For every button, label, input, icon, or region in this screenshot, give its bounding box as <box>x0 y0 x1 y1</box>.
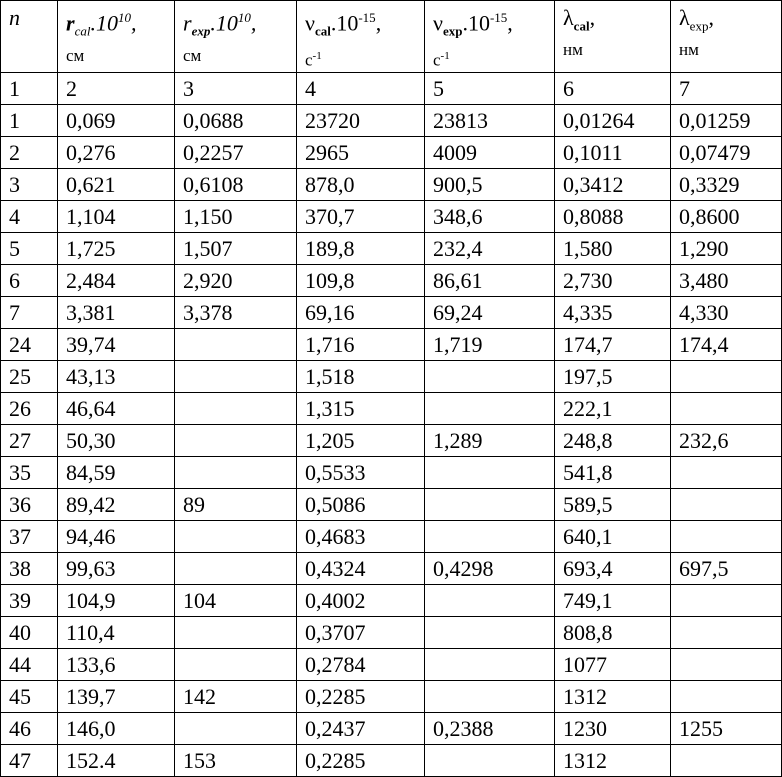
table-cell: 0,3412 <box>555 169 671 201</box>
table-cell: 24 <box>1 329 58 361</box>
table-row <box>1 201 782 233</box>
table-cell: 1,507 <box>175 233 297 265</box>
table-cell: 37 <box>1 521 58 553</box>
table-cell: 589,5 <box>555 489 671 521</box>
table-row <box>1 649 782 681</box>
table-cell <box>175 425 297 457</box>
table-cell: 2,484 <box>58 265 175 297</box>
table-cell: 1255 <box>671 713 782 745</box>
table-cell <box>175 553 297 585</box>
column-number-row <box>1 73 782 105</box>
table-cell: 69,16 <box>297 297 425 329</box>
table-cell: 749,1 <box>555 585 671 617</box>
table-cell: 248,8 <box>555 425 671 457</box>
table-cell: 25 <box>1 361 58 393</box>
table-cell: 40 <box>1 617 58 649</box>
table-cell <box>175 361 297 393</box>
table-cell: 0,4298 <box>425 553 555 585</box>
table-row <box>1 585 782 617</box>
table-cell <box>175 649 297 681</box>
table-cell <box>425 681 555 713</box>
table-cell: 27 <box>1 425 58 457</box>
header-lambda-exp: $\lambda_{exp}$, нм <box>671 1 782 73</box>
table-cell: 43,13 <box>58 361 175 393</box>
table-cell <box>671 521 782 553</box>
table-cell <box>671 393 782 425</box>
table-cell: 541,8 <box>555 457 671 489</box>
table-cell: 0,01259 <box>671 105 782 137</box>
column-number-cell: 7 <box>671 73 782 105</box>
table-cell: 1230 <box>555 713 671 745</box>
table-cell <box>175 617 297 649</box>
table-cell: 0,6108 <box>175 169 297 201</box>
header-r-cal: $r_{cal}.10^{10}$, см <box>58 1 175 73</box>
table-cell: 1,205 <box>297 425 425 457</box>
table-row <box>1 553 782 585</box>
table-cell: 44 <box>1 649 58 681</box>
table-cell: 39 <box>1 585 58 617</box>
table-cell: 0,2388 <box>425 713 555 745</box>
header-n <box>1 1 58 73</box>
table-cell: 174,4 <box>671 329 782 361</box>
table-cell: 5 <box>1 233 58 265</box>
table-cell <box>425 617 555 649</box>
table-cell: 1312 <box>555 681 671 713</box>
table-row <box>1 233 782 265</box>
table-cell: 0,3707 <box>297 617 425 649</box>
table-cell: 47 <box>1 745 58 777</box>
table-cell: 4 <box>1 201 58 233</box>
table-cell <box>425 393 555 425</box>
table-cell: 0,2437 <box>297 713 425 745</box>
table-cell: 46,64 <box>58 393 175 425</box>
header-nu-cal-unit: с <box>305 50 313 70</box>
table-cell: 1,104 <box>58 201 175 233</box>
table-cell: 0,5086 <box>297 489 425 521</box>
table-cell: 1,518 <box>297 361 425 393</box>
table-cell <box>671 745 782 777</box>
table-cell: 35 <box>1 457 58 489</box>
table-cell: 23813 <box>425 105 555 137</box>
table-cell <box>425 649 555 681</box>
table-row <box>1 713 782 745</box>
table-cell: 2 <box>1 137 58 169</box>
table-cell <box>671 649 782 681</box>
table-cell <box>175 457 297 489</box>
table-cell: 50,30 <box>58 425 175 457</box>
header-r-cal-unit: см <box>66 45 85 65</box>
table-cell: 0,0688 <box>175 105 297 137</box>
table-row <box>1 297 782 329</box>
header-lambda-cal-unit: нм <box>563 40 583 60</box>
column-number-cell: 6 <box>555 73 671 105</box>
table-cell: 69,24 <box>425 297 555 329</box>
table-cell: 0,4324 <box>297 553 425 585</box>
header-nu-exp-unit: с <box>433 50 441 70</box>
table-cell: 152.4 <box>58 745 175 777</box>
table-cell: 4,335 <box>555 297 671 329</box>
table-row <box>1 361 782 393</box>
table-cell <box>425 457 555 489</box>
header-nu-exp: $\nu_{exp}.10^{-15}$, $с^{-1}$ <box>425 1 555 73</box>
table-cell: 693,4 <box>555 553 671 585</box>
column-number-cell: 4 <box>297 73 425 105</box>
table-cell: 222,1 <box>555 393 671 425</box>
table-cell: 197,5 <box>555 361 671 393</box>
table-cell: 7 <box>1 297 58 329</box>
table-cell: 86,61 <box>425 265 555 297</box>
table-cell: 0,2257 <box>175 137 297 169</box>
table-cell: 2,730 <box>555 265 671 297</box>
table-cell: 139,7 <box>58 681 175 713</box>
table-cell: 0,2285 <box>297 681 425 713</box>
table-cell: 0,8600 <box>671 201 782 233</box>
column-number-cell: 1 <box>1 73 58 105</box>
table-row <box>1 265 782 297</box>
table-cell: 84,59 <box>58 457 175 489</box>
table-cell: 900,5 <box>425 169 555 201</box>
table-row <box>1 745 782 777</box>
table-cell: 146,0 <box>58 713 175 745</box>
table-cell: 4,330 <box>671 297 782 329</box>
table-cell: 808,8 <box>555 617 671 649</box>
table-row <box>1 617 782 649</box>
table-row <box>1 489 782 521</box>
table-cell: 89,42 <box>58 489 175 521</box>
table-cell: 174,7 <box>555 329 671 361</box>
table-cell: 3,480 <box>671 265 782 297</box>
table-cell: 6 <box>1 265 58 297</box>
table-cell: 0,2784 <box>297 649 425 681</box>
table-cell: 0,5533 <box>297 457 425 489</box>
table-row <box>1 105 782 137</box>
table-cell: 1,289 <box>425 425 555 457</box>
table-cell: 142 <box>175 681 297 713</box>
table-cell: 109,8 <box>297 265 425 297</box>
table-cell: 0,8088 <box>555 201 671 233</box>
table-cell: 1,150 <box>175 201 297 233</box>
table-cell <box>175 713 297 745</box>
table-cell: 697,5 <box>671 553 782 585</box>
table-cell: 23720 <box>297 105 425 137</box>
table-cell: 153 <box>175 745 297 777</box>
column-number-cell: 5 <box>425 73 555 105</box>
table-cell: 370,7 <box>297 201 425 233</box>
table-row <box>1 169 782 201</box>
table-row <box>1 521 782 553</box>
table-cell <box>425 489 555 521</box>
table-cell <box>425 521 555 553</box>
table-cell: 0,1011 <box>555 137 671 169</box>
table-cell <box>175 329 297 361</box>
table-row <box>1 329 782 361</box>
table-cell: 94,46 <box>58 521 175 553</box>
table-cell: 0,07479 <box>671 137 782 169</box>
table-cell <box>425 745 555 777</box>
table-row <box>1 137 782 169</box>
column-number-cell: 3 <box>175 73 297 105</box>
table-cell: 26 <box>1 393 58 425</box>
table-cell: 1312 <box>555 745 671 777</box>
table-cell: 3,378 <box>175 297 297 329</box>
table-cell: 0,276 <box>58 137 175 169</box>
table-cell: 45 <box>1 681 58 713</box>
table-cell <box>671 585 782 617</box>
table-cell: 1077 <box>555 649 671 681</box>
header-n-label: n <box>9 5 20 30</box>
table-cell: 0,3329 <box>671 169 782 201</box>
table-cell: 36 <box>1 489 58 521</box>
table-row <box>1 393 782 425</box>
table-cell: 0,621 <box>58 169 175 201</box>
column-number-cell: 2 <box>58 73 175 105</box>
table-cell: 99,63 <box>58 553 175 585</box>
table-cell: 189,8 <box>297 233 425 265</box>
table-cell: 3,381 <box>58 297 175 329</box>
table-cell <box>175 521 297 553</box>
table-cell <box>671 457 782 489</box>
header-r-exp-unit: см <box>183 45 202 65</box>
table-cell: 1,716 <box>297 329 425 361</box>
table-cell: 0,2285 <box>297 745 425 777</box>
table-cell: 232,6 <box>671 425 782 457</box>
table-cell: 104 <box>175 585 297 617</box>
table-cell: 0,01264 <box>555 105 671 137</box>
header-nu-cal: $\nu_{cal}.10^{-15}$, $с^{-1}$ <box>297 1 425 73</box>
table-cell <box>671 361 782 393</box>
table-cell: 1,290 <box>671 233 782 265</box>
header-lambda-exp-unit: нм <box>679 40 699 60</box>
table-cell: 640,1 <box>555 521 671 553</box>
table-row <box>1 425 782 457</box>
table-cell: 0,4002 <box>297 585 425 617</box>
table-cell: 2965 <box>297 137 425 169</box>
table-cell: 348,6 <box>425 201 555 233</box>
table-cell: 39,74 <box>58 329 175 361</box>
table-cell: 3 <box>1 169 58 201</box>
header-row <box>1 1 782 73</box>
table-row <box>1 457 782 489</box>
table-cell: 110,4 <box>58 617 175 649</box>
table-row <box>1 681 782 713</box>
table-cell: 133,6 <box>58 649 175 681</box>
table-cell <box>425 585 555 617</box>
table-cell <box>671 489 782 521</box>
table-cell: 878,0 <box>297 169 425 201</box>
table-cell: 2,920 <box>175 265 297 297</box>
table-cell: 4009 <box>425 137 555 169</box>
header-lambda-cal: $\lambda_{cal}$, нм <box>555 1 671 73</box>
header-r-exp: $r_{exp}.10^{10}$, см <box>175 1 297 73</box>
table-cell: 0,4683 <box>297 521 425 553</box>
table-cell: 104,9 <box>58 585 175 617</box>
table-cell: 1,315 <box>297 393 425 425</box>
table-cell: 89 <box>175 489 297 521</box>
table-cell: 0,069 <box>58 105 175 137</box>
table-cell <box>175 393 297 425</box>
table-cell <box>671 617 782 649</box>
table-cell: 1,719 <box>425 329 555 361</box>
table-cell <box>425 361 555 393</box>
table-cell <box>671 681 782 713</box>
table-cell: 46 <box>1 713 58 745</box>
table-cell: 1,580 <box>555 233 671 265</box>
table-cell: 38 <box>1 553 58 585</box>
table-cell: 1,725 <box>58 233 175 265</box>
table-cell: 1 <box>1 105 58 137</box>
table-cell: 232,4 <box>425 233 555 265</box>
